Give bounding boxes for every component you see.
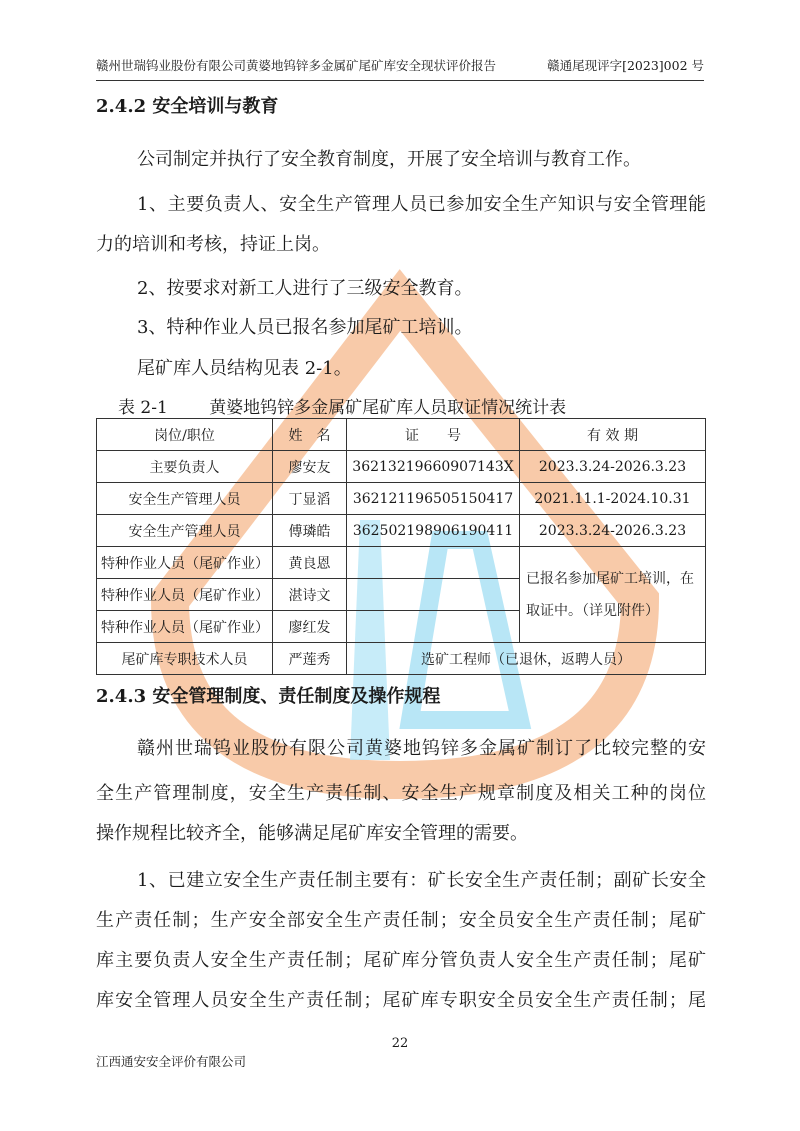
page-number: 22: [391, 1036, 409, 1051]
validity-cell: 2023.3.24-2026.3.23: [520, 515, 706, 547]
name-cell: 廖安友: [273, 451, 347, 483]
header-title: 赣州世瑞钨业股份有限公司黄婆地钨锌多金属矿尾矿库安全现状评价报告: [96, 58, 497, 73]
personnel-table: [96, 418, 706, 675]
paragraph-line: 赣州世瑞钨业股份有限公司黄婆地钨锌多金属矿制订了比较完整的安: [137, 738, 706, 759]
remark-cell: 选矿工程师（已退休，返聘人员）: [347, 643, 706, 675]
table-row: [97, 547, 706, 579]
header-cell: 证 号: [347, 419, 520, 451]
table-caption-number: 表 2-1: [118, 398, 168, 418]
paragraph-line: 1、主要负责人、安全生产管理人员已参加安全生产知识与安全管理能: [137, 194, 706, 215]
cert-no-cell: 36213219660907143X: [347, 451, 520, 483]
page-header: [96, 56, 704, 81]
name-cell: 廖红发: [273, 611, 347, 643]
paragraph-line: 生产责任制；生产安全部安全生产责任制；安全员安全生产责任制；尾矿: [96, 910, 706, 931]
name-cell: 黄良恩: [273, 547, 347, 579]
paragraph-line: 3、特种作业人员已报名参加尾矿工培训。: [137, 317, 473, 338]
table-row: [97, 643, 706, 675]
footer-company: 江西通安安全评价有限公司: [96, 1054, 247, 1069]
section-heading: 2.4.3 安全管理制度、责任制度及操作规程: [96, 686, 441, 707]
paragraph-line: 全生产管理制度，安全生产责任制、安全生产规章制度及相关工种的岗位: [96, 783, 706, 804]
paragraph-line: 力的培训和考核，持证上岗。: [96, 234, 330, 255]
name-cell: 丁显滔: [273, 483, 347, 515]
validity-cell: 2021.11.1-2024.10.31: [520, 483, 706, 515]
table-row: [97, 451, 706, 483]
header-cell: 姓 名: [273, 419, 347, 451]
table-header-row: [97, 419, 706, 451]
cert-no-cell: [347, 579, 520, 611]
position-cell: 安全生产管理人员: [97, 515, 273, 547]
header-doc-no: 赣通尾现评字[2023]002 号: [547, 58, 704, 73]
cert-no-cell: [347, 611, 520, 643]
paragraph-line: 库安全管理人员安全生产责任制；尾矿库专职安全员安全生产责任制；尾: [96, 990, 706, 1011]
cert-no-cell: [347, 547, 520, 579]
position-cell: 安全生产管理人员: [97, 483, 273, 515]
paragraph-line: 操作规程比较齐全，能够满足尾矿库安全管理的需要。: [96, 823, 528, 844]
paragraph-line: 1、已建立安全生产责任制主要有：矿长安全生产责任制；副矿长安全: [137, 870, 706, 891]
header-cell: 岗位/职位: [97, 419, 273, 451]
paragraph-line: 库主要负责人安全生产责任制；尾矿库分管负责人安全生产责任制；尾矿: [96, 950, 706, 971]
paragraph-line: 公司制定并执行了安全教育制度，开展了安全培训与教育工作。: [137, 149, 641, 170]
position-cell: 特种作业人员（尾矿作业）: [97, 547, 273, 579]
name-cell: 傅璘皓: [273, 515, 347, 547]
position-cell: 主要负责人: [97, 451, 273, 483]
table-row: [97, 483, 706, 515]
header-cell: 有 效 期: [520, 419, 706, 451]
table-row: [97, 515, 706, 547]
position-cell: 特种作业人员（尾矿作业）: [97, 579, 273, 611]
name-cell: 湛诗文: [273, 579, 347, 611]
section-heading: 2.4.2 安全培训与教育: [96, 96, 279, 117]
table-caption: [118, 393, 566, 418]
paragraph-line: 尾矿库人员结构见表 2-1。: [137, 358, 352, 379]
position-cell: 特种作业人员（尾矿作业）: [97, 611, 273, 643]
table-caption-text: 黄婆地钨锌多金属矿尾矿库人员取证情况统计表: [209, 398, 567, 418]
merged-note-cell: 已报名参加尾矿工培训，在取证中。（详见附件）: [520, 547, 706, 643]
cert-no-cell: 362121196505150417: [347, 483, 520, 515]
name-cell: 严莲秀: [273, 643, 347, 675]
position-cell: 尾矿库专职技术人员: [97, 643, 273, 675]
paragraph-line: 2、按要求对新工人进行了三级安全教育。: [137, 278, 473, 299]
cert-no-cell: 362502198906190411: [347, 515, 520, 547]
validity-cell: 2023.3.24-2026.3.23: [520, 451, 706, 483]
